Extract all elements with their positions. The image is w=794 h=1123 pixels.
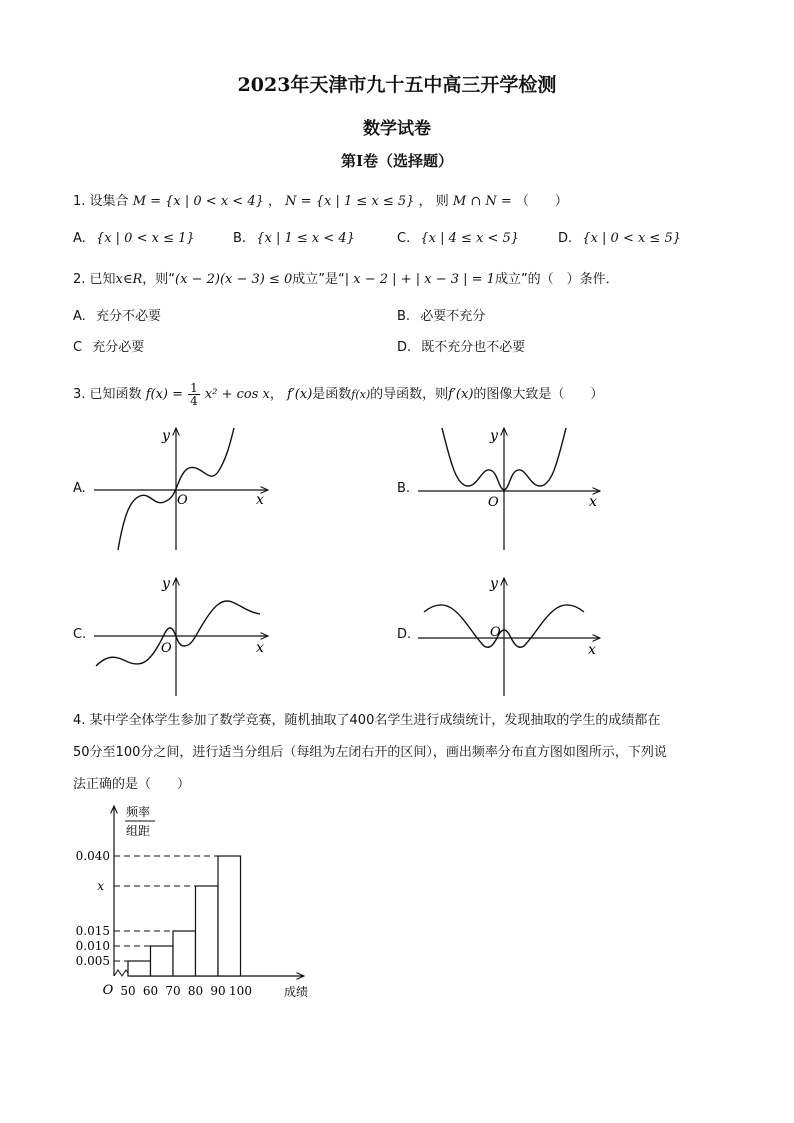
q1-option-a[interactable]: A. {x | 0 < x ≤ 1} — [73, 231, 195, 246]
q3-option-a-label[interactable]: A. — [73, 481, 86, 496]
y-axis-label: y — [490, 576, 498, 592]
y-label-top: 频率 — [126, 805, 151, 819]
origin-label: O — [488, 495, 499, 510]
q3-graph-d[interactable] — [412, 570, 612, 700]
q1-option-c[interactable]: C. {x | 4 ≤ x < 5} — [397, 231, 520, 246]
page-subtitle: 数学试卷 — [363, 119, 431, 139]
derivative-curve — [96, 601, 260, 666]
q2-option-b[interactable]: B. 必要不充分 — [397, 309, 486, 324]
q1-option-d[interactable]: D. {x | 0 < x ≤ 5} — [558, 231, 682, 246]
y-tick-label: 0.010 — [75, 939, 110, 953]
x-axis-label: x — [256, 492, 264, 508]
y-tick-label: 0.015 — [75, 924, 110, 938]
q2-option-c[interactable]: C 充分必要 — [73, 340, 145, 355]
q3-option-b-label[interactable]: B. — [397, 481, 411, 496]
origin-label: O — [490, 625, 501, 640]
histogram-bar — [196, 886, 219, 976]
q3-option-c-label[interactable]: C. — [73, 627, 87, 642]
histogram-bar — [173, 931, 196, 976]
q1-expr: M ∩ N = — [452, 194, 512, 209]
x-tick-label: 90 — [210, 984, 226, 998]
histogram-bar — [218, 856, 241, 976]
question-4-line-3: 法正确的是（ ） — [73, 777, 191, 792]
q2-option-a[interactable]: A. 充分不必要 — [73, 309, 161, 324]
y-tick-label: x — [97, 879, 104, 893]
q1-then: 则 — [435, 194, 449, 209]
x-tick-label: 60 — [142, 984, 159, 998]
q3-option-d-label[interactable]: D. — [397, 627, 412, 642]
q2-option-d[interactable]: D. 既不充分也不必要 — [397, 340, 526, 355]
x-axis-label: x — [589, 494, 597, 510]
x-tick-label: 100 — [229, 984, 252, 998]
q3-graph-c[interactable] — [88, 570, 278, 700]
section-title: 第I卷（选择题） — [340, 152, 454, 170]
origin-label: O — [161, 641, 172, 656]
origin-label: O — [177, 493, 188, 508]
histogram-chart — [72, 800, 342, 1005]
question-2-stem: 2. 已知x∈R，则“(x − 2)(x − 3) ≤ 0成立”是“| x − 2 | + | x − 3 | = 1成立”的（ ）条件． — [73, 272, 619, 287]
y-axis-label: y — [490, 428, 498, 444]
histogram-bar — [151, 946, 174, 976]
question-3-stem: 3. 已知函数 f(x) = $\frac{1}{4}$ x² + cos x， f′(x)是函数f(x)的导函数，则f′(x)的图像大致是（ ） — [73, 381, 604, 408]
q3-graph-b[interactable] — [412, 420, 612, 555]
x-axis-label: x — [588, 642, 596, 658]
x-axis-label: x — [256, 640, 264, 656]
q1-option-b[interactable]: B. {x | 1 ≤ x < 4} — [233, 231, 355, 246]
q3-fraction: $\frac{1}{4}$ — [190, 381, 198, 408]
question-4-line-2: 50分至100分之间，进行适当分组后（每组为左闭右开的区间），画出频率分布直方图如图所示，下列说 — [73, 745, 667, 760]
question-1-stem: 1. 设集合 M = {x | 0 < x < 4} ， N = {x | 1 ≤ x ≤ 5} ， 则 M ∩ N = （ ） — [73, 194, 568, 209]
y-tick-label: 0.005 — [75, 954, 110, 968]
histogram-bar — [128, 961, 151, 976]
y-tick-label: 0.040 — [75, 849, 110, 863]
x-tick-label: 80 — [187, 984, 204, 998]
x-tick-label: 70 — [165, 984, 181, 998]
x-axis-label: 成绩 — [284, 985, 309, 999]
q1-set-m: M = {x | 0 < x < 4} — [132, 194, 264, 209]
q3-graph-a[interactable] — [88, 420, 278, 555]
page-title: 2023年天津市九十五中高三开学检测 — [237, 74, 557, 96]
q1-set-n: N = {x | 1 ≤ x ≤ 5} — [285, 194, 415, 209]
y-label-bottom: 组距 — [126, 824, 151, 838]
q1-paren: （ ） — [515, 194, 568, 209]
question-4-line-1: 4. 某中学全体学生参加了数学竞赛，随机抽取了400名学生进行成绩统计，发现抽取的学生的成绩都在 — [73, 713, 661, 728]
x-tick-label: 50 — [120, 984, 136, 998]
y-axis-label: y — [162, 576, 170, 592]
y-axis-label: y — [162, 428, 170, 444]
origin-label: O — [102, 983, 114, 998]
q1-prefix: 1. 设集合 — [73, 194, 129, 209]
